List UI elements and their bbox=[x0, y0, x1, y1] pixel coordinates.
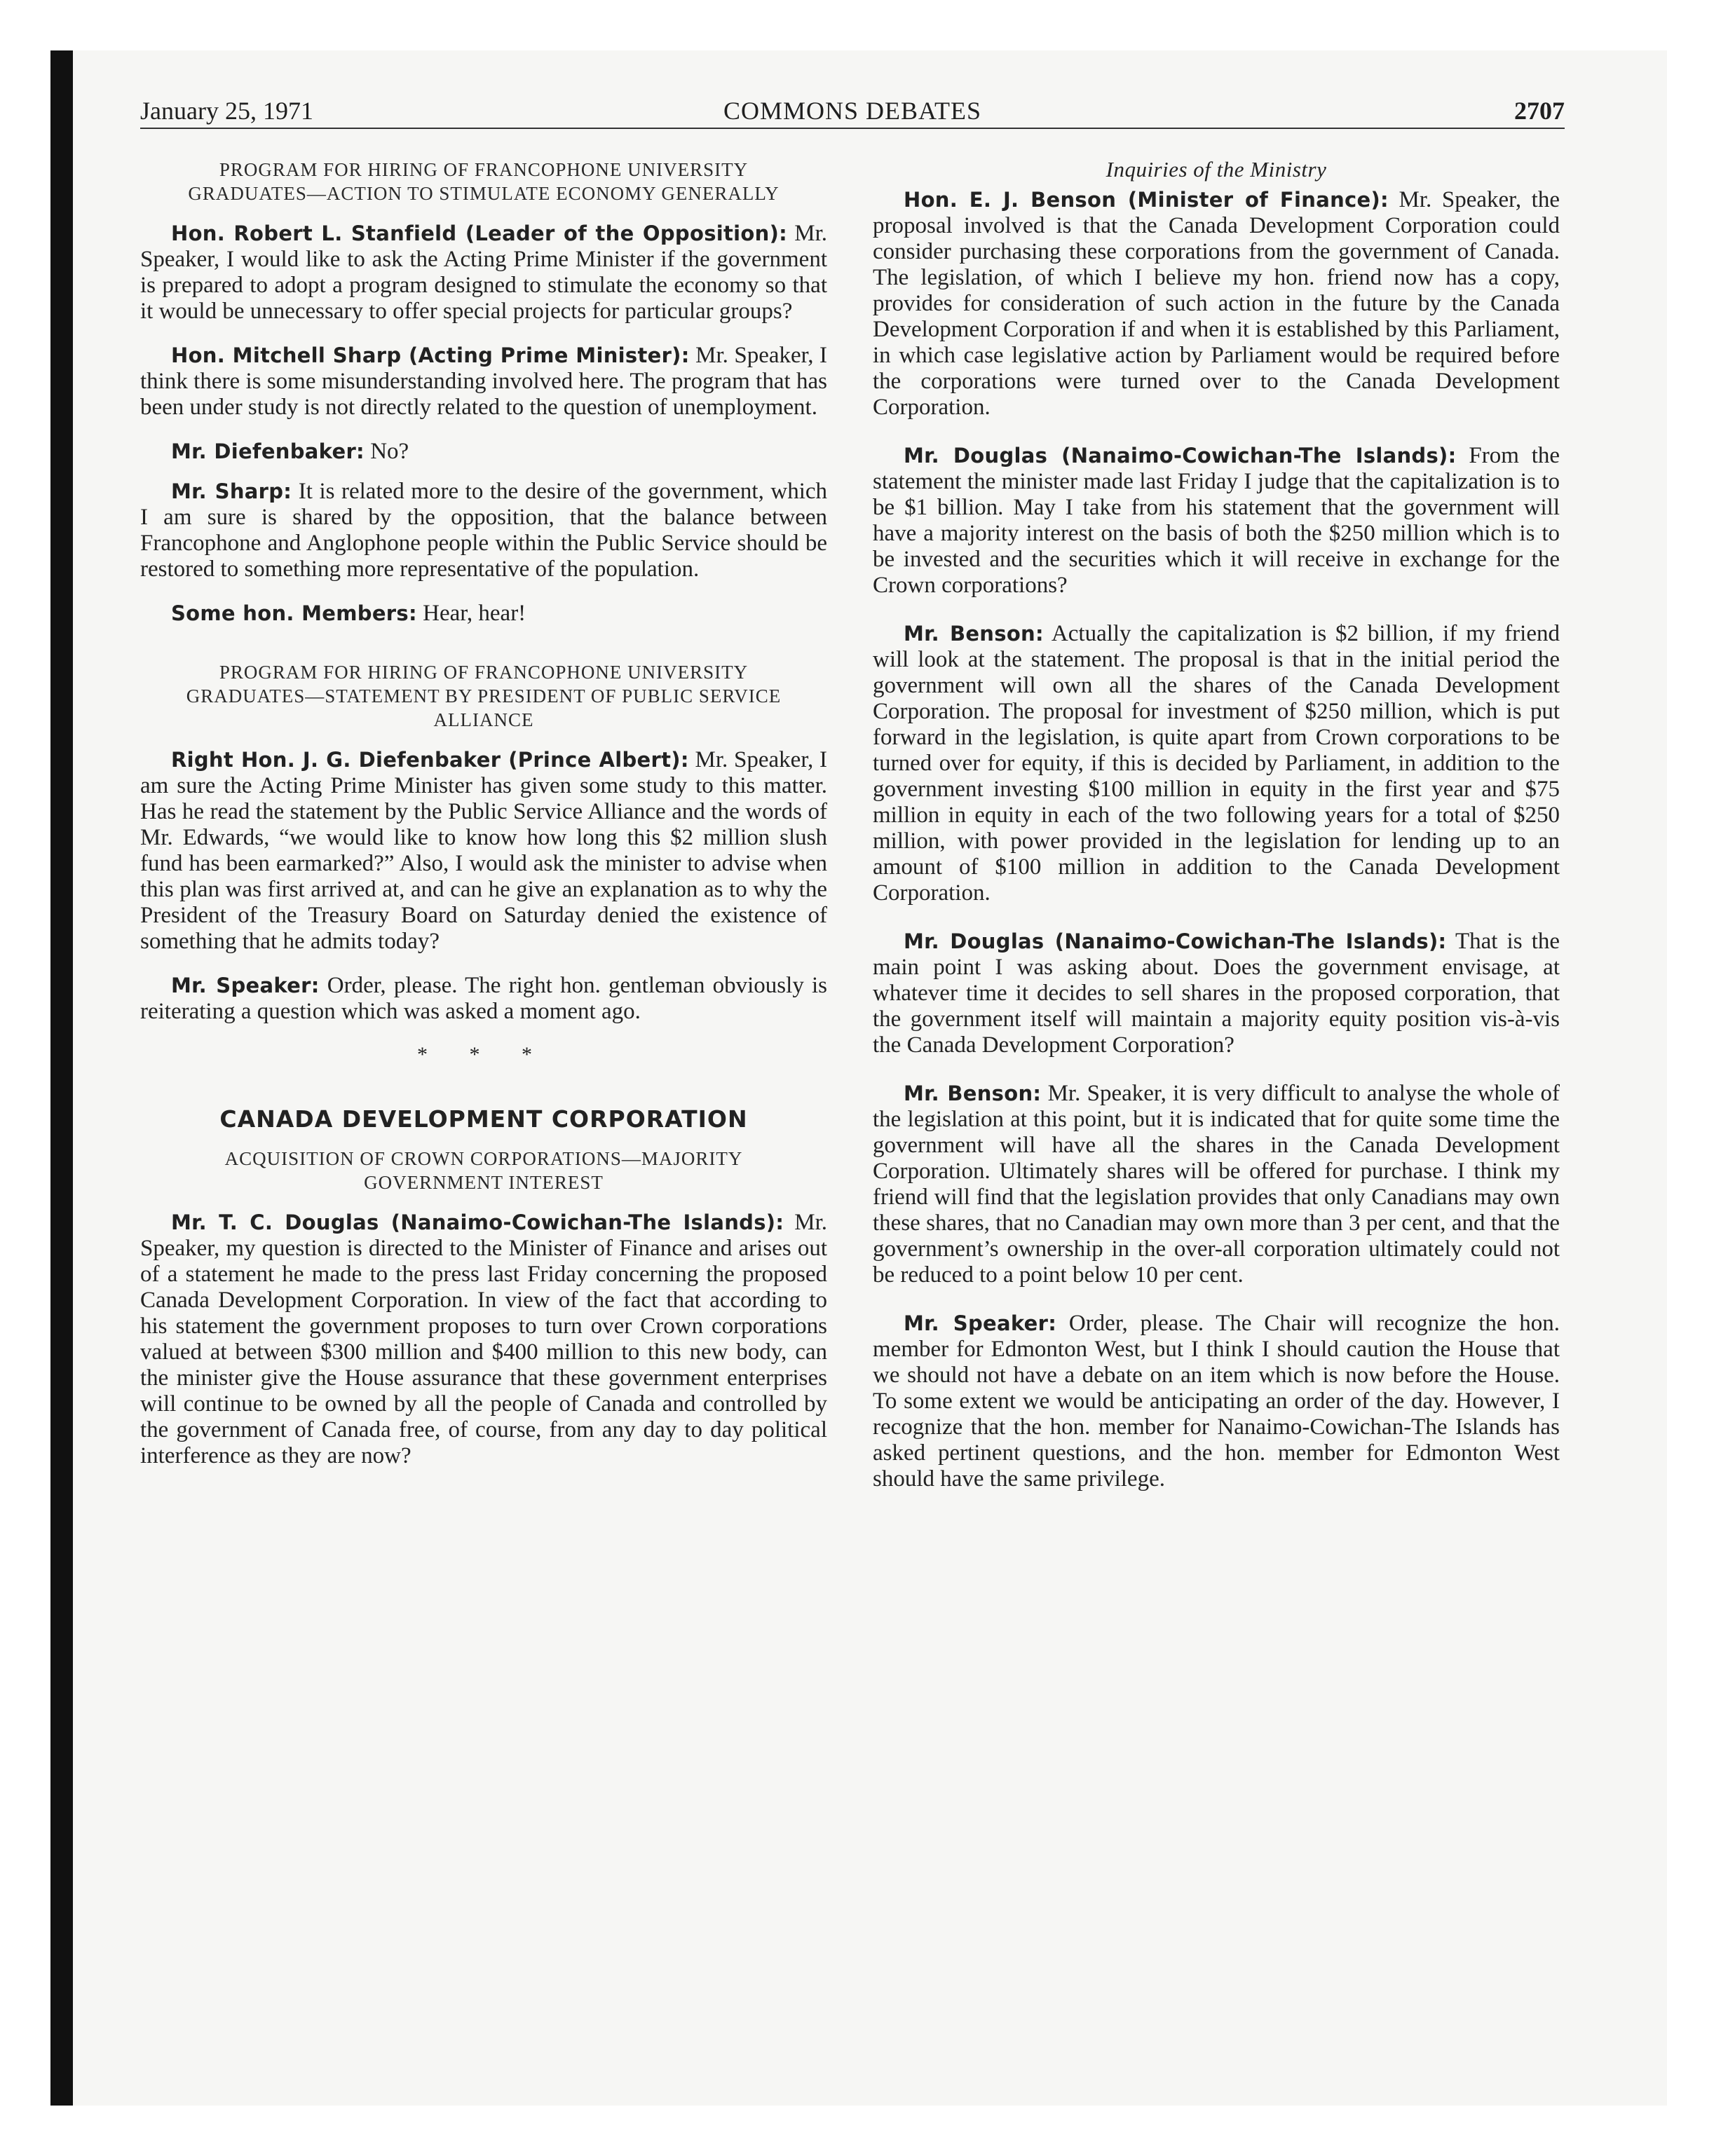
section-separator: * * * bbox=[417, 1043, 550, 1066]
paragraph-text: Mr. Speaker, the proposal involved is that the Canada Development Corporation could consider purchasing these corporations from the government of Canada. The legislation, of which I believe my hon. friend now has a copy, provides for consideration of such action in the future by the Canada Development Corporation if and when it is established by this Parliament, in which case legislative action by Parliament would be required before the corporations were turned over to the Canada Development Corporation. bbox=[873, 187, 1560, 420]
speaker-name: Mr. Speaker: bbox=[904, 1311, 1057, 1335]
speaker-name: Mr. Benson: bbox=[904, 1082, 1042, 1105]
paragraph-text: No? bbox=[370, 439, 409, 464]
paragraph-text: It is related more to the desire of the government, which I am sure is shared by the opposition, that the balance between Francophone and Anglophone people within the Public Service should be restored to something more representative of the population. bbox=[140, 479, 828, 582]
page-number: 2707 bbox=[1514, 97, 1565, 125]
paragraph-diefenbaker-interjection bbox=[140, 439, 827, 465]
running-header bbox=[140, 97, 1565, 129]
paragraph-sharp-followup bbox=[140, 479, 827, 582]
paragraph-speaker-order bbox=[140, 973, 827, 1025]
header-publication: COMMONS DEBATES bbox=[723, 97, 982, 125]
speaker-name: Mr. Benson: bbox=[904, 622, 1044, 646]
speaker-name: Mr. Douglas (Nanaimo-Cowichan-The Islands): bbox=[904, 444, 1457, 468]
paragraph-benson-shares bbox=[873, 1081, 1560, 1288]
speaker-name: Some hon. Members: bbox=[171, 601, 417, 625]
scan-border bbox=[50, 50, 73, 2106]
paragraph-douglas-question bbox=[140, 1210, 827, 1469]
paragraph-text: Order, please. The Chair will recognize the hon. member for Edmonton West, but I think I should caution the House that we should not have a debate on an item which is now before the House. To some extent we would be anticipating an order of the day. However, I recognize that the hon. member for Nanaimo-Cowichan-The Islands has asked pertinent questions, and the hon. member for Edmonton West should have the same privilege. bbox=[873, 1311, 1560, 1492]
paragraph-text: Mr. Speaker, I think there is some misunderstanding involved here. The program that has been under study is not directly related to the question of unemployment. bbox=[140, 343, 828, 420]
speaker-name: Right Hon. J. G. Diefenbaker (Prince Albert): bbox=[171, 748, 689, 772]
section-heading-crown-corporations: ACQUISITION OF CROWN CORPORATIONS—MAJORITY GOVERNMENT INTEREST bbox=[224, 1148, 743, 1193]
speaker-name: Hon. E. J. Benson (Minister of Finance): bbox=[904, 188, 1389, 212]
speaker-name: Hon. Mitchell Sharp (Acting Prime Minister): bbox=[171, 343, 690, 367]
speaker-name: Mr. Speaker: bbox=[171, 974, 320, 997]
paragraph-speaker-caution bbox=[873, 1311, 1560, 1492]
paragraph-benson-capitalization bbox=[873, 621, 1560, 906]
left-column bbox=[140, 158, 827, 1487]
paragraph-text: That is the main point I was asking about. Does the government envisage, at whatever time it decides to sell shares in the proposed corporation, that the government itself will maintain a majority equity position vis-à-vis the Canada Development Corporation? bbox=[873, 929, 1560, 1058]
right-column bbox=[873, 158, 1560, 1510]
speaker-name: Mr. Douglas (Nanaimo-Cowichan-The Islands): bbox=[904, 929, 1447, 953]
paragraph-sharp-reply bbox=[140, 343, 827, 421]
speaker-name: Mr. Sharp: bbox=[171, 479, 292, 503]
column-heading: Inquiries of the Ministry bbox=[1105, 157, 1327, 182]
paragraph-text: Mr. Speaker, it is very difficult to analyse the whole of the legislation at this point, but it is indicated that for quite some time the government will have all the shares in the Canada Development Corporation. Ultimately shares will be offered for purchase. I think my friend will find that the legislation provides that only Canadians may own these shares, that no Canadian may own more than 3 per cent, and that the government’s ownership in the over-all corporation ultimately could not be reduced to a point below 10 per cent. bbox=[873, 1081, 1560, 1288]
paragraph-text: Mr. Speaker, my question is directed to the Minister of Finance and arises out of a statement he made to the press last Friday concerning the proposed Canada Development Corporation. In view of the fact that according to his statement the government proposes to turn over Crown corporations valued at between $300 million and $400 million to this new body, can the minister give the House assurance that these government enterprises will continue to be owned by all the people of Canada and controlled by the government of Canada free, of course, from any day to day political interference as they are now? bbox=[140, 1210, 828, 1468]
paragraph-diefenbaker-question bbox=[140, 747, 827, 955]
header-date: January 25, 1971 bbox=[140, 97, 313, 125]
paragraph-douglas-majority bbox=[873, 929, 1560, 1058]
paragraph-text: Mr. Speaker, I am sure the Acting Prime Minister has given some study to this matter. Has he read the statement by the Public Service Alliance and the words of Mr. Edwards, “we would like to know how long this $2 million slush fund has been earmarked?” Also, I would ask the minister to advise when this plan was first arrived at, and can he give an explanation as to why the President of the Treasury Board on Saturday denied the existence of something that he admits today? bbox=[140, 747, 828, 954]
paragraph-text: Hear, hear! bbox=[423, 601, 526, 626]
paragraph-members-response bbox=[140, 601, 827, 627]
paragraph-text: Order, please. The right hon. gentleman obviously is reiterating a question which was asked a moment ago. bbox=[140, 973, 827, 1024]
speaker-name: Mr. T. C. Douglas (Nanaimo-Cowichan-The Islands): bbox=[171, 1210, 784, 1234]
paragraph-text: From the statement the minister made last Friday I judge that the capitalization is to be $1 billion. May I take from his statement that the government will have a majority interest on the basis of both the $250 million which is to be invested and the securities which it will receive in exchange for the Crown corporations? bbox=[873, 443, 1560, 598]
paragraph-stanfield bbox=[140, 221, 827, 325]
paragraph-douglas-capitalization bbox=[873, 443, 1560, 599]
major-heading-canada-development-corporation: CANADA DEVELOPMENT CORPORATION bbox=[219, 1105, 748, 1133]
speaker-name: Mr. Diefenbaker: bbox=[171, 439, 365, 463]
paragraph-benson-reply bbox=[873, 187, 1560, 421]
section-heading-public-service-alliance: PROGRAM FOR HIRING OF FRANCOPHONE UNIVERSITY GRADUATES—STATEMENT BY PRESIDENT OF PUBLIC SERVICE ALLIANCE bbox=[186, 662, 782, 730]
paragraph-text: Actually the capitalization is $2 billion, if my friend will look at the statement. The proposal is that in the initial period the government will own all the shares of the Canada Development Corporation. The proposal for investment of $250 million, which is put forward in the legislation, is quite apart from Crown corporations to be turned over for equity, if this is decided by Parliament, in addition to the government investing $100 million in equity in the first year and $75 million in equity in each of the two following years for a total of $250 million, with power provided in the legislation for lending up to an amount of $100 million in addition to the Canada Development Corporation. bbox=[873, 621, 1560, 906]
section-heading-action-to-stimulate-economy: PROGRAM FOR HIRING OF FRANCOPHONE UNIVERSITY GRADUATES—ACTION TO STIMULATE ECONOMY GENERALLY bbox=[188, 159, 780, 204]
speaker-name: Hon. Robert L. Stanfield (Leader of the Opposition): bbox=[171, 221, 788, 245]
paragraph-text: Mr. Speaker, I would like to ask the Acting Prime Minister if the government is prepared to adopt a program designed to stimulate the economy so that it would be unnecessary to offer special projects for particular groups? bbox=[140, 221, 828, 324]
